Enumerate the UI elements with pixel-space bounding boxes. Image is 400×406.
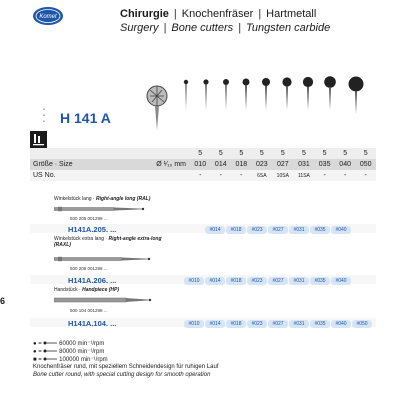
code-cell: #010 bbox=[184, 320, 204, 328]
code-cell: #027 bbox=[268, 226, 288, 234]
product-description bbox=[33, 363, 223, 379]
hp-shank-icon bbox=[54, 296, 154, 304]
code-cell: #035 bbox=[310, 320, 330, 328]
code-cell: #050 bbox=[352, 320, 372, 328]
legend-text: 80000 min⁻¹/rpm bbox=[59, 349, 105, 355]
section-ral-article: 500 205 001298 ... bbox=[70, 216, 108, 221]
section-hp-ref: H141A.104. ... bbox=[68, 319, 117, 328]
code-cell: #010 bbox=[184, 277, 204, 285]
ral-shank-icon bbox=[54, 205, 150, 213]
bur-icon-023 bbox=[243, 79, 250, 111]
code-cell bbox=[184, 226, 204, 234]
table-cell: - bbox=[314, 170, 335, 181]
bur-icon-027 bbox=[262, 78, 270, 110]
bur-icon-040 bbox=[324, 76, 336, 110]
code-cell: #014 bbox=[205, 320, 225, 328]
code-cell: #040 bbox=[331, 277, 351, 285]
header-en: Surgery | Bone cutters | Tungsten carbide bbox=[120, 22, 331, 34]
table-cell: 5 bbox=[211, 148, 232, 159]
komet-logo bbox=[32, 6, 64, 26]
bur-icon-050 bbox=[349, 77, 364, 115]
code-cell: #031 bbox=[289, 277, 309, 285]
code-cell: #014 bbox=[205, 226, 225, 234]
table-cell: 027 bbox=[272, 159, 293, 170]
table-row-us-no bbox=[30, 170, 376, 181]
table-cell: - bbox=[190, 170, 211, 181]
code-cell: #023 bbox=[247, 320, 267, 328]
section-ral-ref: H141A.205. ... bbox=[68, 225, 117, 234]
table-cell: - bbox=[335, 170, 356, 181]
product-code: H 141 A bbox=[60, 110, 111, 126]
code-cell: #040 bbox=[331, 226, 351, 234]
table-cell: Größe · Size bbox=[30, 159, 128, 170]
section-ral-label-de: Winkelstück lang · bbox=[54, 196, 95, 202]
table-cell: 010 bbox=[190, 159, 211, 170]
table-cell: - bbox=[211, 170, 232, 181]
speed-legend bbox=[33, 340, 108, 364]
section-hp-label bbox=[54, 287, 119, 293]
table-cell: 5 bbox=[335, 148, 356, 159]
table-cell: 5 bbox=[294, 148, 315, 159]
code-cell: #018 bbox=[226, 277, 246, 285]
table-cell bbox=[128, 148, 190, 159]
table-cell: 5 bbox=[355, 148, 376, 159]
section-ral-label-en: Right-angle long (RAL) bbox=[95, 196, 151, 202]
section-raxl-article: 500 206 001298 ... bbox=[70, 266, 108, 271]
table-cell: 014 bbox=[211, 159, 232, 170]
header-de: Chirurgie | Knochenfräser | Hartmetall bbox=[120, 8, 317, 20]
section-raxl-label-de: Winkelstück extra lang · bbox=[54, 236, 108, 242]
table-cell: - bbox=[231, 170, 252, 181]
code-cell: #018 bbox=[226, 226, 246, 234]
bur-icon-031 bbox=[282, 77, 291, 110]
table-cell: US No. bbox=[30, 170, 128, 181]
legend-item: ● = 60000 min⁻¹/rpm bbox=[33, 341, 105, 347]
bur-icon-014 bbox=[203, 79, 208, 110]
section-raxl-ref: H141A.206. ... bbox=[68, 276, 117, 285]
table-cell: 040 bbox=[335, 159, 356, 170]
logo-text: Komet bbox=[39, 14, 57, 20]
section-ral-label bbox=[54, 196, 150, 202]
table-cell: 031 bbox=[294, 159, 315, 170]
description-en: Bone cutter round, with special cutting design for smooth operation bbox=[33, 372, 211, 378]
section-raxl-label-en: Right-angle extra-long bbox=[108, 236, 162, 242]
legend-symbol: ■ bbox=[33, 357, 37, 363]
description-de: Knochenfräser rund, mit speziellem Schneidendesign für ruhigen Lauf bbox=[33, 364, 219, 370]
bur-illustrations bbox=[176, 72, 376, 120]
code-cell: #018 bbox=[226, 320, 246, 328]
table-cell: 035 bbox=[314, 159, 335, 170]
code-cell: #027 bbox=[268, 277, 288, 285]
legend-symbol: ● bbox=[33, 349, 37, 355]
header-en-3: Tungsten carbide bbox=[246, 22, 331, 34]
header-en-2: Bone cutters bbox=[171, 22, 234, 34]
bur-speed-icon bbox=[43, 341, 57, 345]
section-hp-label-en: Handpiece (HP) bbox=[82, 287, 120, 293]
code-cell: #040 bbox=[331, 320, 351, 328]
bur-icon-035 bbox=[303, 77, 313, 110]
sterile-icon bbox=[30, 131, 47, 148]
bur-closeup-icon bbox=[142, 84, 172, 130]
table-cell: - bbox=[355, 170, 376, 181]
table-cell: 5 bbox=[231, 148, 252, 159]
size-table bbox=[30, 148, 376, 181]
code-cell: #031 bbox=[289, 226, 309, 234]
legend-symbol: ● bbox=[33, 341, 37, 347]
table-row-size bbox=[30, 159, 376, 170]
section-hp-label-de: Handstück · bbox=[54, 287, 81, 293]
code-cell bbox=[352, 277, 372, 285]
table-cell: 018 bbox=[231, 159, 252, 170]
table-cell: 5 bbox=[190, 148, 211, 159]
section-hp-article: 500 104 001298 ... bbox=[70, 308, 108, 313]
legend-text: 100000 min⁻¹/rpm bbox=[59, 357, 108, 363]
table-cell: 11SA bbox=[294, 170, 315, 181]
code-cell bbox=[352, 226, 372, 234]
page-number: 6 bbox=[0, 296, 6, 306]
bur-speed-icon bbox=[43, 357, 57, 361]
table-cell: 050 bbox=[355, 159, 376, 170]
code-cell: #023 bbox=[247, 277, 267, 285]
legend-item: ● = 80000 min⁻¹/rpm bbox=[33, 349, 105, 355]
bur-icon-010 bbox=[184, 80, 188, 110]
section-raxl-label-en2: (RAXL) bbox=[54, 242, 71, 248]
table-cell: Ø ¹⁄₁₀ mm bbox=[128, 159, 190, 170]
section-raxl-label bbox=[54, 236, 162, 248]
code-cell: #031 bbox=[289, 320, 309, 328]
table-cell: 023 bbox=[252, 159, 273, 170]
raxl-shank-icon bbox=[54, 255, 154, 263]
table-cell: 5 bbox=[252, 148, 273, 159]
table-cell: 10SA bbox=[272, 170, 293, 181]
legend-text: 60000 min⁻¹/rpm bbox=[59, 341, 105, 347]
header-de-2: Knochenfräser bbox=[181, 8, 254, 20]
blue-dot-markers: ● ● ● bbox=[43, 107, 45, 123]
table-cell: 5 bbox=[314, 148, 335, 159]
header-en-1: Surgery bbox=[120, 22, 159, 34]
code-cell: #023 bbox=[247, 226, 267, 234]
code-cell: #014 bbox=[205, 277, 225, 285]
bur-speed-icon bbox=[43, 349, 57, 353]
bur-icon-018 bbox=[223, 79, 229, 110]
code-cell: #027 bbox=[268, 320, 288, 328]
table-cell bbox=[30, 148, 128, 159]
table-cell bbox=[128, 170, 190, 181]
table-cell: 5 bbox=[272, 148, 293, 159]
code-cell: #035 bbox=[310, 277, 330, 285]
header-de-3: Hartmetall bbox=[266, 8, 317, 20]
table-cell: 6SA bbox=[252, 170, 273, 181]
table-row-packaging bbox=[30, 148, 376, 159]
header-de-1: Chirurgie bbox=[120, 8, 169, 20]
legend-item: ■ = 100000 min⁻¹/rpm bbox=[33, 357, 108, 363]
code-cell: #035 bbox=[310, 226, 330, 234]
